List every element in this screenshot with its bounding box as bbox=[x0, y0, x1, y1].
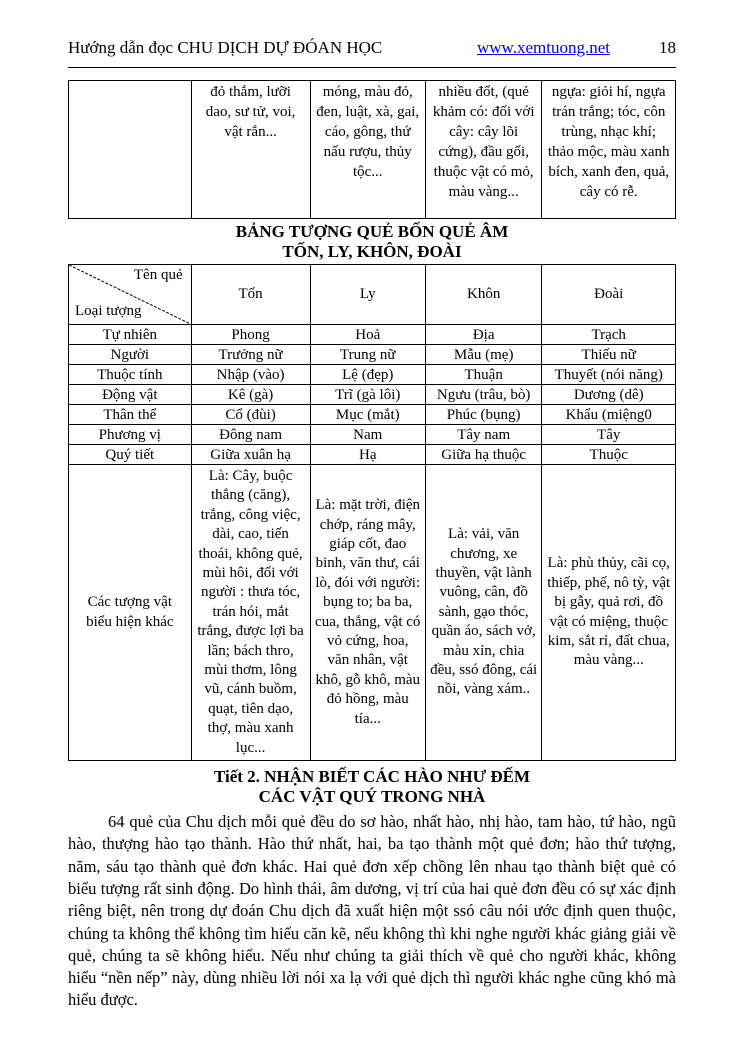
continuation-cell-ton: đỏ thắm, lưỡi dao, sư tử, voi, vật rắn... bbox=[191, 81, 310, 219]
cell: Thiếu nữ bbox=[542, 345, 676, 365]
cell: Phúc (bụng) bbox=[425, 405, 542, 425]
cell: Lệ (đẹp) bbox=[310, 365, 425, 385]
continuation-cell-ly: móng, màu đỏ, đen, luật, xà, gai, cáo, gông, thứ nấu rượu, thủy tộc... bbox=[310, 81, 425, 219]
table-row-cac-tuong-khac bbox=[69, 465, 676, 761]
row-label: Phương vị bbox=[69, 425, 192, 445]
cell: Tây bbox=[542, 425, 676, 445]
page-number: 18 bbox=[659, 38, 676, 57]
cell: Tây nam bbox=[425, 425, 542, 445]
corner-header-cell bbox=[69, 265, 192, 325]
table-row-phuong-vi bbox=[69, 425, 676, 445]
cell: Cổ (đùi) bbox=[191, 405, 310, 425]
continuation-cell-label bbox=[69, 81, 192, 219]
cell: Giữa xuân hạ bbox=[191, 445, 310, 465]
row-label: Động vật bbox=[69, 385, 192, 405]
continuation-cell-doai: ngựa: giỏi hí, ngựa trán trắng; tóc, côn trùng, nhạc khí; thảo mộc, màu xanh bích, xanh đen, quả, cây có rễ. bbox=[542, 81, 676, 219]
cell: Thuyết (nói năng) bbox=[542, 365, 676, 385]
cell: Địa bbox=[425, 325, 542, 345]
section-paragraph: 64 quẻ của Chu dịch mỗi quẻ đều do sơ hào, nhất hào, nhị hào, tam hào, tứ hào, ngũ hào, thượng hào tạo thành. Hào thứ nhất, hai, ba tạo thành một quẻ đơn; hào thứ tượng, năm, sáu tạo thành quẻ đơn khác. Hai quẻ đơn xếp chồng lên nhau tạo thành biệt quẻ có biểu tượng rất sinh động. Do hình thái, âm dương, vị trí của hai quẻ đơn đều có sự xác định riêng biệt, nên trong dự đoán Chu dịch đã xuất hiện một ssó câu nói ước định quen thuộc, chúng ta không thể không tìm hiểu căn kẽ, nếu không thì khi nghe người khác giảng giải về quẻ, chúng ta sẽ không hiểu. Nếu như chúng ta giải thích về quẻ cho người khác, không hiểu “nền nếp” này, dùng nhiều lời nói xa lạ với quẻ dịch thì người khác nghe cũng khó mà hiểu được. bbox=[68, 812, 676, 1010]
row-label: Tự nhiên bbox=[69, 325, 192, 345]
cell-doai-detail: Là: phù thủy, cãi cọ, thiếp, phế, nô tỳ, vật bị gẫy, quả rơi, đồ vật có miệng, thuộc kim, sắt rỉ, đất chua, màu vàng... bbox=[542, 465, 676, 761]
cell: Thuộc bbox=[542, 445, 676, 465]
cell: Nhập (vào) bbox=[191, 365, 310, 385]
cell: Hoả bbox=[310, 325, 425, 345]
cell: Kê (gà) bbox=[191, 385, 310, 405]
cell: Đông nam bbox=[191, 425, 310, 445]
cell: Mẫu (mẹ) bbox=[425, 345, 542, 365]
trigram-symbol-table bbox=[68, 264, 676, 761]
column-header-doai: Đoài bbox=[542, 265, 676, 325]
cell-ly-detail: Là: mặt trời, điện chớp, ráng mây, giáp cốt, đao binh, văn thư, cái lò, đói với người: bụng to; ba ba, cua, thắng, vật có vỏ cứng, hoa, văn nhân, vật khô, gỗ khô, màu đỏ hồng, màu tía... bbox=[310, 465, 425, 761]
cell: Thuận bbox=[425, 365, 542, 385]
row-label: Quý tiết bbox=[69, 445, 192, 465]
table-row-dong-vat bbox=[69, 385, 676, 405]
cell: Ngưu (trâu, bò) bbox=[425, 385, 542, 405]
website-link[interactable]: www.xemtuong.net bbox=[477, 38, 610, 57]
corner-label-loai-tuong: Loại tượng bbox=[75, 303, 142, 319]
table-row-tu-nhien bbox=[69, 325, 676, 345]
cell: Giữa hạ thuộc bbox=[425, 445, 542, 465]
cell-khon-detail: Là: vải, văn chương, xe thuyền, vật lành vuông, cân, đồ sành, gạo thóc, quần áo, sách vở, màu xỉn, chia đều, ssó đông, cái nồi, vàng xám.. bbox=[425, 465, 542, 761]
cell: Nam bbox=[310, 425, 425, 445]
table-row-quy-tiet bbox=[69, 445, 676, 465]
cell: Trĩ (gà lôi) bbox=[310, 385, 425, 405]
column-header-khon: Khôn bbox=[425, 265, 542, 325]
table-title-line2: TỐN, LY, KHÔN, ĐOÀI bbox=[282, 242, 462, 261]
running-header bbox=[68, 38, 676, 68]
cell: Trạch bbox=[542, 325, 676, 345]
continuation-cell-khon: nhiều đốt, (quẻ khảm có: đối với cây: cây lõi cứng), đầu gối, thuộc vật có mỏ, màu vàng... bbox=[425, 81, 542, 219]
row-label: Người bbox=[69, 345, 192, 365]
row-label: Thuộc tính bbox=[69, 365, 192, 385]
cell: Mục (mắt) bbox=[310, 405, 425, 425]
table-row-thuoc-tinh bbox=[69, 365, 676, 385]
column-header-ly: Ly bbox=[310, 265, 425, 325]
row-label: Các tượng vật biểu hiện khác bbox=[69, 465, 192, 761]
section-heading-line2: CÁC VẬT QUÝ TRONG NHÀ bbox=[258, 787, 486, 807]
section-heading bbox=[68, 767, 676, 807]
cell: Khẩu (miệng0 bbox=[542, 405, 676, 425]
table-title-line1: BẢNG TƯỢNG QUẺ BỐN QUẺ ÂM bbox=[235, 222, 509, 241]
table-header-row bbox=[69, 265, 676, 325]
column-header-ton: Tốn bbox=[191, 265, 310, 325]
table-row-nguoi bbox=[69, 345, 676, 365]
table-title bbox=[68, 222, 676, 262]
cell: Trung nữ bbox=[310, 345, 425, 365]
cell: Dương (dê) bbox=[542, 385, 676, 405]
corner-label-ten-que: Tên quẻ bbox=[133, 267, 183, 283]
cell-ton-detail: Là: Cây, buộc thẳng (căng), trắng, công việc, dài, cao, tiến thoái, không quẻ, mùi hôi, đối với người : thưa tóc, trán hói, mắt trắng, được lợi ba lần; bách thro, mùi thơm, lông vũ, cánh buồm, quạt, tiên dạo, thợ, màu xanh lục... bbox=[191, 465, 310, 761]
document-title: Hướng dẫn đọc CHU DỊCH DỰ ĐÓAN HỌC bbox=[68, 38, 383, 57]
cell: Phong bbox=[191, 325, 310, 345]
section-heading-line1: Tiết 2. NHẬN BIẾT CÁC HÀO NHƯ ĐẾM bbox=[213, 767, 531, 787]
table-row bbox=[69, 81, 676, 219]
table-row-than-the bbox=[69, 405, 676, 425]
trigram-table-continuation bbox=[68, 80, 676, 219]
cell: Hạ bbox=[310, 445, 425, 465]
cell: Trưởng nữ bbox=[191, 345, 310, 365]
row-label: Thân thể bbox=[69, 405, 192, 425]
